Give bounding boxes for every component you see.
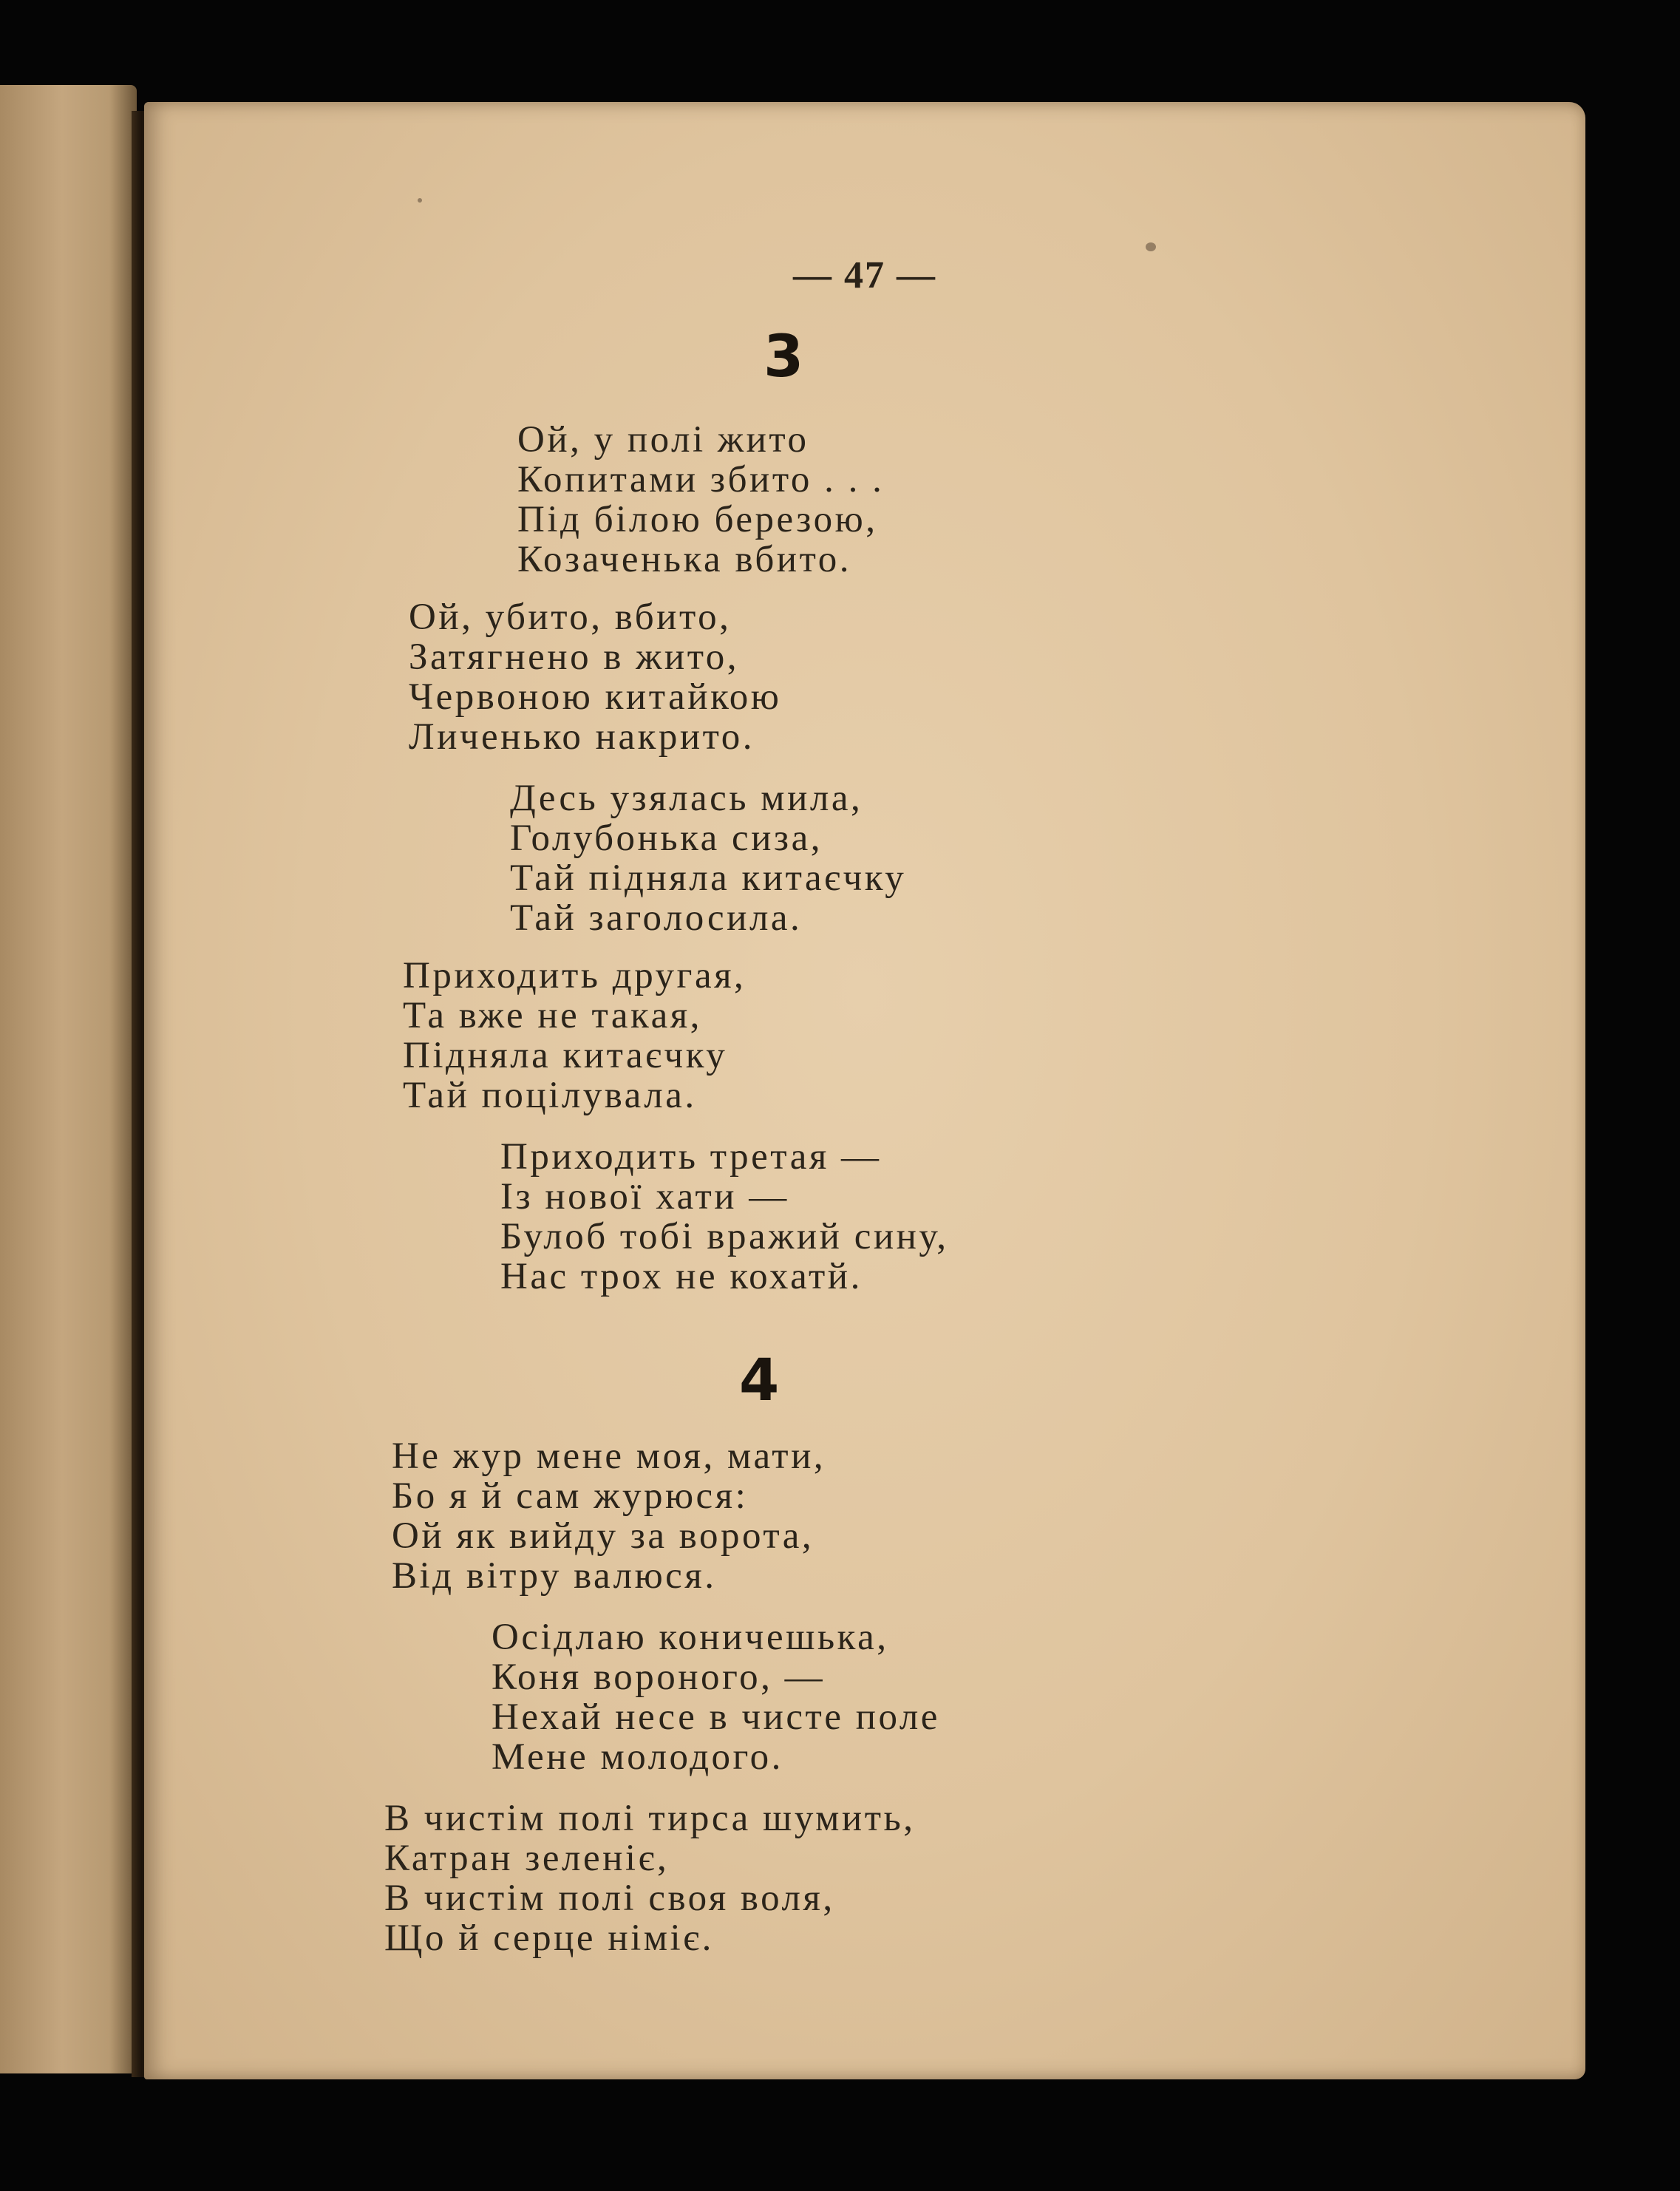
verse-line: Бо я й сам журюся: [392, 1475, 749, 1517]
section-number: 3 [764, 324, 804, 390]
book-page [144, 102, 1585, 2079]
stanza [492, 1617, 940, 1777]
verse-line: Ой, у полі жито [517, 419, 809, 461]
verse-line: Червоною китайкою [409, 676, 782, 718]
verse-line: Коня вороного, — [492, 1657, 826, 1698]
verse-line: Десь узялась мила, [510, 778, 863, 819]
verse-line: Нас трох не кохатй. [500, 1256, 863, 1297]
left-page-edge [0, 85, 137, 2073]
verse-line: Затягнено в жито, [409, 636, 740, 678]
verse-line: Тай заголосила. [510, 897, 803, 939]
verse-line: Із нової хати — [500, 1176, 789, 1217]
stanza [384, 1798, 916, 1958]
verse-line: Під білою березою, [517, 499, 878, 540]
verse-line: Підняла китаєчку [403, 1035, 728, 1076]
paper-speck [418, 198, 422, 203]
stanza [392, 1436, 826, 1596]
verse-line: Тай поцілувала. [403, 1075, 697, 1116]
verse-line: В чистім полі своя воля, [384, 1878, 835, 1919]
verse-line: Нехай несе в чисте поле [492, 1696, 940, 1738]
page-number: — 47 — [793, 254, 936, 296]
verse-line: В чистім полі тирса шумить, [384, 1798, 916, 1839]
stanza [517, 420, 884, 580]
verse-line: Мене молодого. [492, 1736, 783, 1778]
stanza [500, 1137, 949, 1297]
stanza [409, 597, 781, 757]
verse-line: Тай підняла китаєчку [510, 857, 907, 899]
verse-line: Осідлаю коничешька, [492, 1617, 889, 1658]
verse-line: Ой як вийду за ворота, [392, 1515, 815, 1557]
verse-line: Личенько накрито. [409, 716, 755, 758]
verse-line: Козаченька вбито. [517, 539, 851, 580]
verse-line: Приходить третая — [500, 1136, 882, 1178]
verse-line: Булоб тобі вражий сину, [500, 1216, 949, 1257]
paper-speck [1146, 242, 1156, 251]
verse-line: Від вітру валюся. [392, 1555, 717, 1597]
verse-line: Та вже не такая, [403, 995, 702, 1036]
verse-line: Катран зеленіє, [384, 1838, 670, 1879]
stanza [403, 956, 746, 1115]
verse-line: Голубонька сиза, [510, 818, 823, 859]
verse-line: Що й серце німіє. [384, 1917, 714, 1959]
verse-line: Приходить другая, [403, 955, 747, 996]
section-number: 4 [739, 1348, 780, 1414]
verse-line: Копитами збито . . . [517, 459, 885, 500]
verse-line: Ой, убито, вбито, [409, 597, 732, 638]
verse-line: Не жур мене моя, мати, [392, 1436, 826, 1477]
stanza [510, 778, 906, 938]
